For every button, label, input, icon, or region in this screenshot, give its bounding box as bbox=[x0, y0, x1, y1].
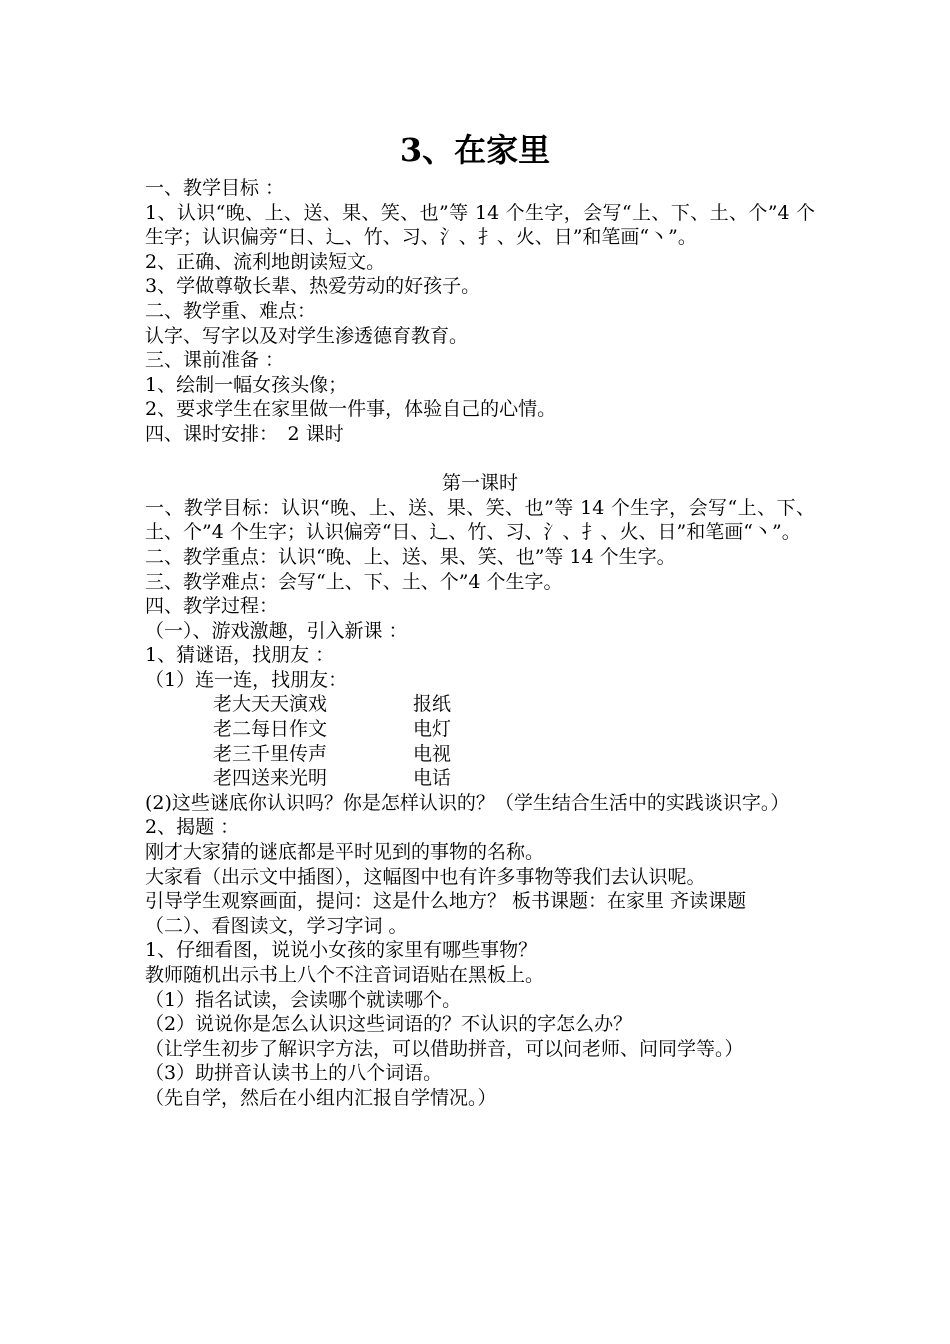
step-1-heading: （一）、游戏激趣，引入新课 ： bbox=[145, 619, 408, 642]
show-words: 教师随机出示书上八个不注音词语贴在黑板上。 bbox=[145, 964, 545, 986]
riddle-row bbox=[145, 692, 815, 717]
reveal-text-2: 大家看（出示文中插图），这幅图中也有许多事物等我们去认识呢。 bbox=[145, 865, 706, 888]
step-2-heading: （二）、看图读文，学习字词 。 bbox=[145, 914, 408, 937]
time-arrangement: 四、课时安排： 2 课时 bbox=[145, 422, 344, 445]
goal-item-1: 1、认识“晚、上、送、果、笑、也”等 14 个生字，会写“上、下、土、个”4 个生字；认识偏旁“日、辶、竹、习、氵、扌、火、日”和笔画“丶”。 bbox=[145, 201, 815, 249]
riddle-answer: 报纸 bbox=[413, 693, 452, 716]
goal-item-3: 3、学做尊敬长辈、热爱劳动的好孩子。 bbox=[145, 275, 481, 298]
practice-3: （3）助拼音认读书上的八个词语。 bbox=[145, 1062, 443, 1085]
riddle-answer: 电灯 bbox=[413, 718, 452, 741]
prep-item-2: 2、要求学生在家里做一件事，体验自己的心情。 bbox=[145, 398, 557, 421]
riddle-question: 老三千里传声 bbox=[213, 742, 328, 765]
page-title: 3、在家里 bbox=[399, 131, 551, 169]
reveal-heading: 2、揭题 ： bbox=[145, 816, 240, 839]
goal-heading: 一、教学目标 ： bbox=[145, 177, 285, 199]
reveal-text-1: 刚才大家猜的谜底都是平时见到的事物的名称。 bbox=[145, 841, 545, 864]
riddle-row bbox=[145, 766, 815, 791]
reveal-text-3: 引导学生观察画面，提问：这是什么地方？ 板书课题：在家里 齐读课题 bbox=[145, 890, 747, 913]
riddle-answer: 电话 bbox=[413, 767, 452, 790]
riddle-question: 老四送来光明 bbox=[213, 767, 328, 790]
practice-2-note: （让学生初步了解识字方法，可以借助拼音，可以问老师、问同学等。） bbox=[145, 1037, 744, 1060]
goal-item-2: 2、正确、流利地朗读短文。 bbox=[145, 250, 386, 273]
prep-item-1: 1、绘制一幅女孩头像； bbox=[145, 373, 348, 396]
practice-3-note: （先自学，然后在小组内汇报自学情况。） bbox=[145, 1086, 497, 1109]
riddle-question: 老二每日作文 bbox=[213, 718, 328, 741]
riddle-row bbox=[145, 742, 815, 767]
practice-2: （2）说说你是怎么认识这些词语的？不认识的字怎么办？ bbox=[145, 1013, 633, 1036]
look-question: 1、仔细看图，说说小女孩的家里有哪些事物？ bbox=[145, 939, 538, 962]
riddle-question: 老大天天演戏 bbox=[213, 693, 328, 716]
key-text: 认字、写字以及对学生渗透德育教育。 bbox=[145, 324, 469, 347]
riddle-question-2: (2)这些谜底你认识吗？你是怎样认识的？（学生结合生活中的实践谈识字。） bbox=[145, 791, 790, 814]
lesson-key: 二、教学重点：认识“晚、上、送、果、笑、也”等 14 个生字。 bbox=[145, 545, 676, 568]
lesson-difficulty: 三、教学难点：会写“上、下、土、个”4 个生字。 bbox=[145, 570, 563, 593]
riddle-row bbox=[145, 717, 815, 742]
riddle-answer: 电视 bbox=[413, 742, 452, 765]
spacer bbox=[145, 447, 815, 472]
key-heading: 二、教学重、难点： bbox=[145, 299, 317, 322]
document-body bbox=[145, 176, 815, 1111]
riddle-title: 1、猜谜语，找朋友 ： bbox=[145, 644, 335, 667]
riddle-subtitle: （1）连一连，找朋友： bbox=[145, 668, 348, 691]
practice-1: （1）指名试读，会读哪个就读哪个。 bbox=[145, 988, 462, 1011]
lesson-heading: 第一课时 bbox=[441, 472, 518, 495]
lesson-process: 四、教学过程： bbox=[145, 595, 279, 618]
lesson-goal: 一、教学目标：认识“晚、上、送、果、笑、也”等 14 个生字，会写“上、下、土、个”4 个生字；认识偏旁“日、辶、竹、习、氵、扌、火、日”和笔画“丶”。 bbox=[145, 496, 815, 544]
prep-heading: 三、课前准备 ： bbox=[145, 349, 285, 372]
